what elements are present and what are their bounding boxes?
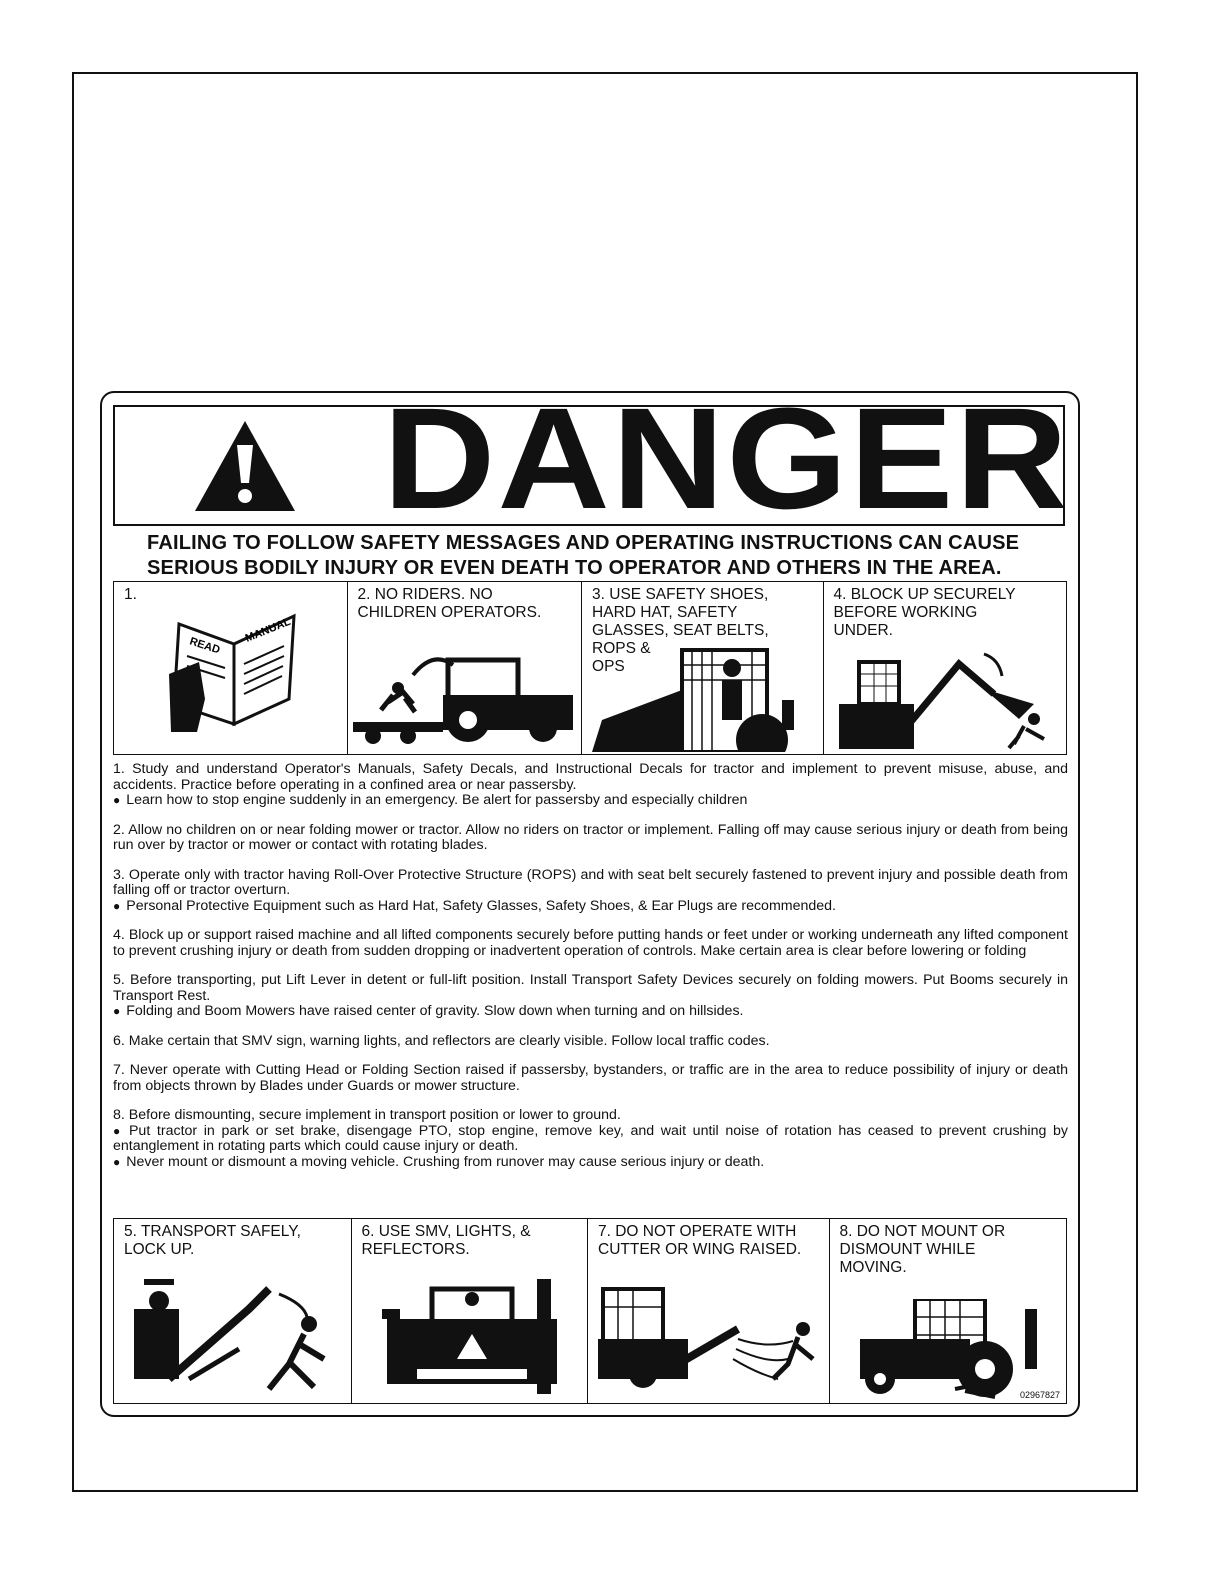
panel-transport xyxy=(114,1219,352,1403)
instruction-3-bullet: ● Personal Protective Equipment such as Hard Hat, Safety Glasses, Safety Shoes, & Ear Plugs are recommended. xyxy=(113,899,1068,915)
panel-caption: 6. USE SMV, LIGHTS, & REFLECTORS. xyxy=(361,1223,531,1258)
cutter-raised-icon xyxy=(598,1279,823,1394)
smv-lights-icon xyxy=(377,1274,567,1399)
instruction-8-bullet-2: ● Never mount or dismount a moving vehicle. Crushing from runover may cause serious injury or death. xyxy=(113,1155,1068,1171)
danger-title: DANGER xyxy=(383,378,1070,539)
panel-read-manual xyxy=(114,582,348,754)
panel-caption: 8. DO NOT MOUNT OR DISMOUNT WHILE MOVING. xyxy=(839,1223,1006,1276)
instruction-1: 1. Study and understand Operator's Manuals, Safety Decals, and Instructional Decals for tractor and implement to prevent misuse, abuse, and accidents. Practice before operating in a confined area or near passersby. xyxy=(113,761,1068,793)
no-mount-moving-icon xyxy=(855,1299,1055,1399)
headline-line-1: FAILING TO FOLLOW SAFETY MESSAGES AND OPERATING INSTRUCTIONS CAN CAUSE xyxy=(147,532,1020,554)
panel-no-mount xyxy=(830,1219,1067,1403)
instruction-6: 6. Make certain that SMV sign, warning lights, and reflectors are clearly visible. Follow local traffic codes. xyxy=(113,1032,770,1049)
instruction-2: 2. Allow no children on or near folding mower or tractor. Allow no riders on tractor or implement. Falling off may cause serious injury or death from being run over by tractor or mower or contact with rotating blades. xyxy=(113,821,1068,853)
panel-safety-gear xyxy=(582,582,824,754)
panel-caption: 3. USE SAFETY SHOES, HARD HAT, SAFETY GLASSES, SEAT BELTS, ROPS & OPS xyxy=(592,586,769,675)
panel-caption: 1. xyxy=(124,586,137,603)
top-pictogram-row xyxy=(113,581,1067,755)
panel-cutter-raised xyxy=(588,1219,830,1403)
headline-line-2: SERIOUS BODILY INJURY OR EVEN DEATH TO OPERATOR AND OTHERS IN THE AREA. xyxy=(147,557,1002,579)
book-label-read: READ xyxy=(188,635,222,657)
warning-triangle-icon xyxy=(193,419,297,513)
panel-no-riders xyxy=(348,582,583,754)
no-riders-icon xyxy=(353,640,578,752)
instruction-7: 7. Never operate with Cutting Head or Folding Section raised if passersby, bystanders, or traffic are in the area to reduce possibility of injury or death from objects thrown by Blades under Guards or mower structure. xyxy=(113,1062,1068,1094)
panel-caption: 5. TRANSPORT SAFELY, LOCK UP. xyxy=(124,1223,301,1258)
instruction-5-bullet: ● Folding and Boom Mowers have raised center of gravity. Slow down when turning and on hillsides. xyxy=(113,1004,1068,1020)
instruction-block xyxy=(113,762,1068,1170)
instruction-5: 5. Before transporting, put Lift Lever in detent or full-lift position. Install Transport Safety Devices securely on folding mowers. Put Booms securely in Transport Rest. xyxy=(113,972,1068,1004)
panel-smv xyxy=(352,1219,589,1403)
read-manual-icon xyxy=(159,604,309,734)
panel-caption: 4. BLOCK UP SECURELY BEFORE WORKING UNDER. xyxy=(833,586,1016,639)
panel-block-up xyxy=(824,582,1066,754)
panel-caption: 2. NO RIDERS. NO CHILDREN OPERATORS. xyxy=(357,586,542,621)
panel-caption: 7. DO NOT OPERATE WITH CUTTER OR WING RAISED. xyxy=(598,1223,802,1258)
transport-lock-icon xyxy=(129,1269,344,1399)
danger-header xyxy=(113,378,1070,539)
instruction-8-bullet-1: ● Put tractor in park or set brake, disengage PTO, stop engine, remove key, and wait until noise of rotation has ceased to prevent crushing by entanglement in rotating parts which could cause injury or death. xyxy=(113,1124,1068,1155)
block-up-icon xyxy=(834,644,1059,752)
instruction-8: 8. Before dismounting, secure implement in transport position or lower to ground. xyxy=(113,1107,621,1123)
book-label-manual: MANUAL xyxy=(243,615,293,645)
safety-gear-icon xyxy=(592,640,817,752)
instruction-1-bullet: ● Learn how to stop engine suddenly in an emergency. Be alert for passersby and especially children xyxy=(113,793,1068,809)
instruction-4: 4. Block up or support raised machine and all lifted components securely before putting hands or feet under or working underneath any lifted component to prevent crushing injury or death from sudden dropping or inadvertent operation of controls. Make certain area is clear before lowering or folding xyxy=(113,927,1068,959)
instruction-3: 3. Operate only with tractor having Roll-Over Protective Structure (ROPS) and with seat belt securely fastened to prevent injury and possible death from falling off or tractor overturn. xyxy=(113,866,1068,898)
part-number: 02967827 xyxy=(1019,1390,1060,1400)
bottom-pictogram-row xyxy=(113,1218,1067,1404)
